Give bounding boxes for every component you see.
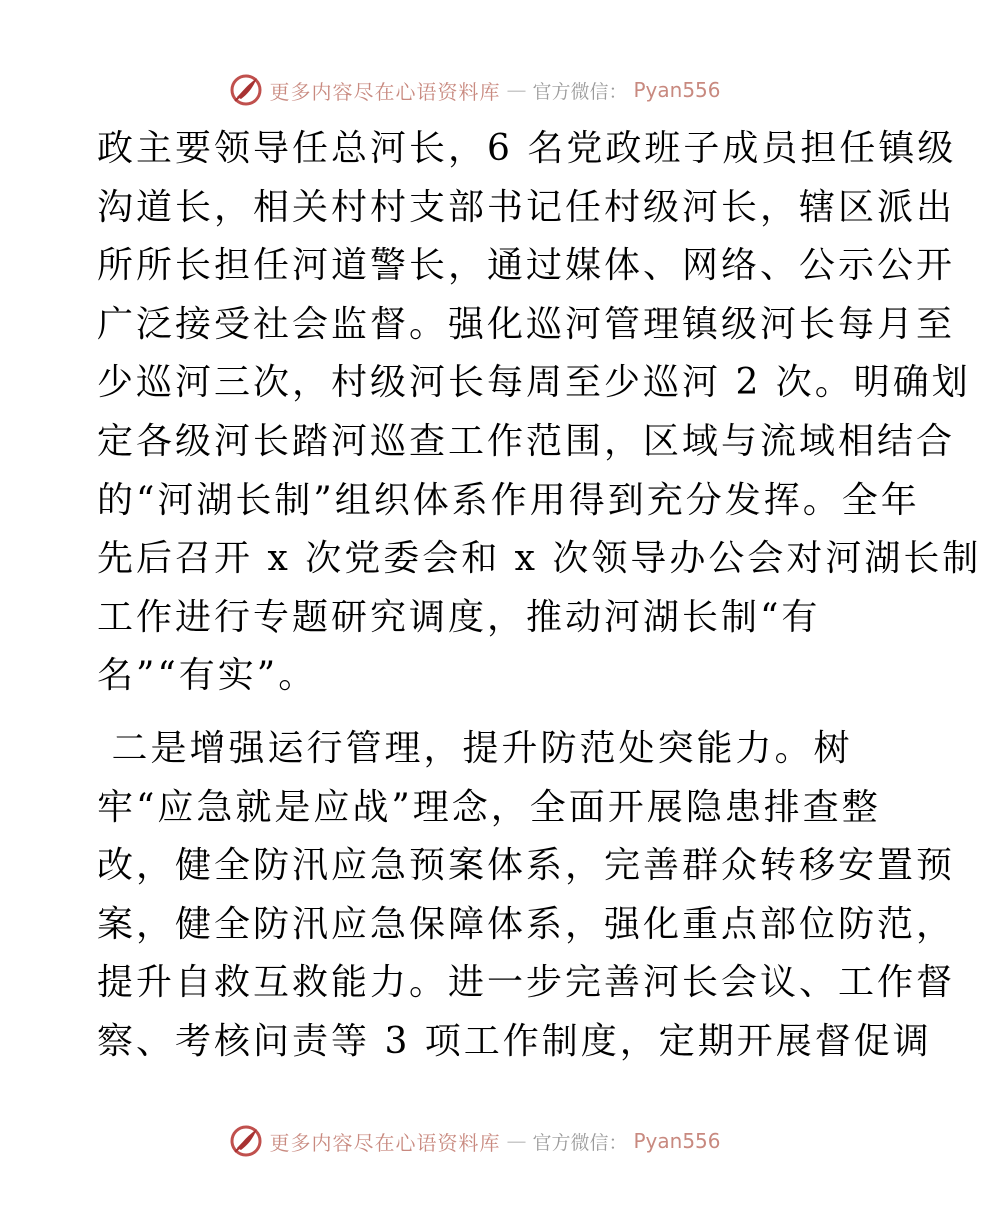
text-line: 沟道长，相关村村支部书记任村级河长，辖区派出 (97, 186, 956, 228)
quill-logo-icon (229, 73, 263, 107)
paragraph-1 (97, 120, 981, 706)
text-line: 察、考核问责等 3 项工作制度，定期开展督促调 (97, 1020, 932, 1062)
paragraph-gap (97, 706, 857, 720)
watermark-separator: — (506, 78, 527, 102)
quill-logo-icon (229, 1124, 263, 1158)
text-line: 改，健全防汛应急预案体系，完善群众转移安置预 (97, 845, 956, 887)
text-line: 案，健全防汛应急保障体系，强化重点部位防范， (97, 903, 956, 945)
text-line: 政主要领导任总河长，6 名党政班子成员担任镇级 (97, 128, 957, 169)
watermark-official-label: 官方微信： (532, 80, 628, 103)
text-line: 先后召开 x 次党委会和 x 次领导办公会对河湖长制 (97, 538, 981, 580)
document-body (97, 120, 981, 1072)
watermark-wechat-id: Pyan556 (633, 78, 721, 102)
text-line: 提升自救互救能力。进一步完善河长会议、工作督 (97, 962, 956, 1004)
watermark-text: 更多内容尽在心语资料库 (269, 1130, 501, 1155)
text-line: 所所长担任河道警长，通过媒体、网络、公示公开 (97, 245, 956, 287)
header-watermark (0, 70, 950, 110)
text-line: 名”“有实”。 (97, 655, 318, 697)
text-line: 二是增强运行管理，提升防范处突能力。树 (97, 727, 853, 769)
paragraph-2 (97, 720, 956, 1072)
text-line: 少巡河三次，村级河长每周至少巡河 2 次。明确划 (97, 362, 971, 404)
text-line: 广泛接受社会监督。强化巡河管理镇级河长每月至 (97, 303, 956, 345)
text-line: 的“河湖长制”组织体系作用得到充分发挥。全年 (97, 479, 920, 521)
watermark-separator: — (506, 1129, 527, 1153)
text-line: 牢“应急就是应战”理念，全面开展隐患排查整 (97, 786, 881, 828)
text-line: 定各级河长踏河巡查工作范围，区域与流域相结合 (97, 420, 956, 462)
watermark-wechat-id: Pyan556 (633, 1129, 721, 1153)
footer-watermark (0, 1121, 950, 1161)
watermark-official-label: 官方微信： (532, 1131, 628, 1154)
watermark-text: 更多内容尽在心语资料库 (269, 79, 501, 104)
text-line: 工作进行专题研究调度，推动河湖长制“有 (97, 596, 821, 638)
